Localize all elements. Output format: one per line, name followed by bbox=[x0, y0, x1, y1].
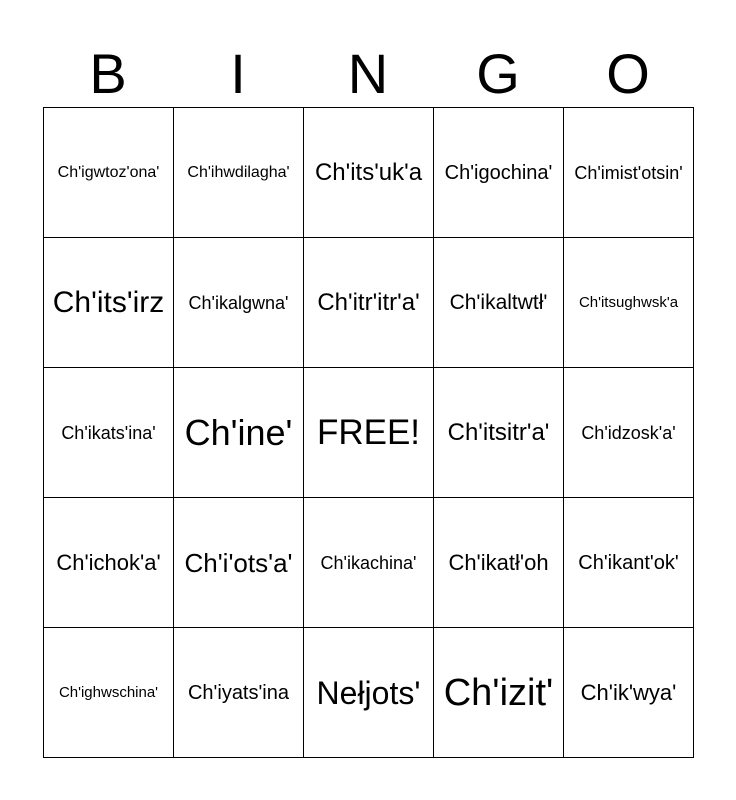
bingo-cell[interactable]: Ch'i'ots'a' bbox=[174, 498, 304, 628]
bingo-cell[interactable]: Ch'ighwschina' bbox=[44, 628, 174, 758]
bingo-cell[interactable]: Ch'iyats'ina bbox=[174, 628, 304, 758]
bingo-cell[interactable]: Nełjots' bbox=[304, 628, 434, 758]
bingo-cell[interactable]: Ch'igochina' bbox=[434, 108, 564, 238]
bingo-cell[interactable]: Ch'itr'itr'a' bbox=[304, 238, 434, 368]
bingo-cell[interactable]: Ch'ik'wya' bbox=[564, 628, 694, 758]
bingo-cell[interactable]: Ch'ikachina' bbox=[304, 498, 434, 628]
bingo-header bbox=[43, 40, 693, 108]
free-space[interactable]: FREE! bbox=[304, 368, 434, 498]
bingo-cell[interactable]: Ch'itsitr'a' bbox=[434, 368, 564, 498]
header-letter-n: N bbox=[347, 42, 389, 105]
header-letter-b: B bbox=[89, 42, 127, 105]
bingo-cell[interactable]: Ch'ikant'ok' bbox=[564, 498, 694, 628]
bingo-cell[interactable]: Ch'izit' bbox=[434, 628, 564, 758]
bingo-cell[interactable]: Ch'idzosk'a' bbox=[564, 368, 694, 498]
bingo-board bbox=[43, 107, 694, 758]
bingo-cell[interactable]: Ch'ikalgwna' bbox=[174, 238, 304, 368]
bingo-cell[interactable]: Ch'itsughwsk'a bbox=[564, 238, 694, 368]
bingo-cell[interactable]: Ch'ihwdilagha' bbox=[174, 108, 304, 238]
bingo-cell[interactable]: Ch'ichok'a' bbox=[44, 498, 174, 628]
bingo-cell[interactable]: Ch'its'irz bbox=[44, 238, 174, 368]
header-letter-i: I bbox=[230, 42, 246, 105]
bingo-cell[interactable]: Ch'ikats'ina' bbox=[44, 368, 174, 498]
bingo-cell[interactable]: Ch'ikaltwtł' bbox=[434, 238, 564, 368]
bingo-cell[interactable]: Ch'imist'otsin' bbox=[564, 108, 694, 238]
header-letter-g: G bbox=[476, 42, 520, 105]
bingo-cell[interactable]: Ch'its'uk'a bbox=[304, 108, 434, 238]
bingo-cell[interactable]: Ch'ikatł'oh bbox=[434, 498, 564, 628]
bingo-cell[interactable]: Ch'ine' bbox=[174, 368, 304, 498]
header-letter-o: O bbox=[606, 42, 650, 105]
bingo-cell[interactable]: Ch'igwtoz'ona' bbox=[44, 108, 174, 238]
